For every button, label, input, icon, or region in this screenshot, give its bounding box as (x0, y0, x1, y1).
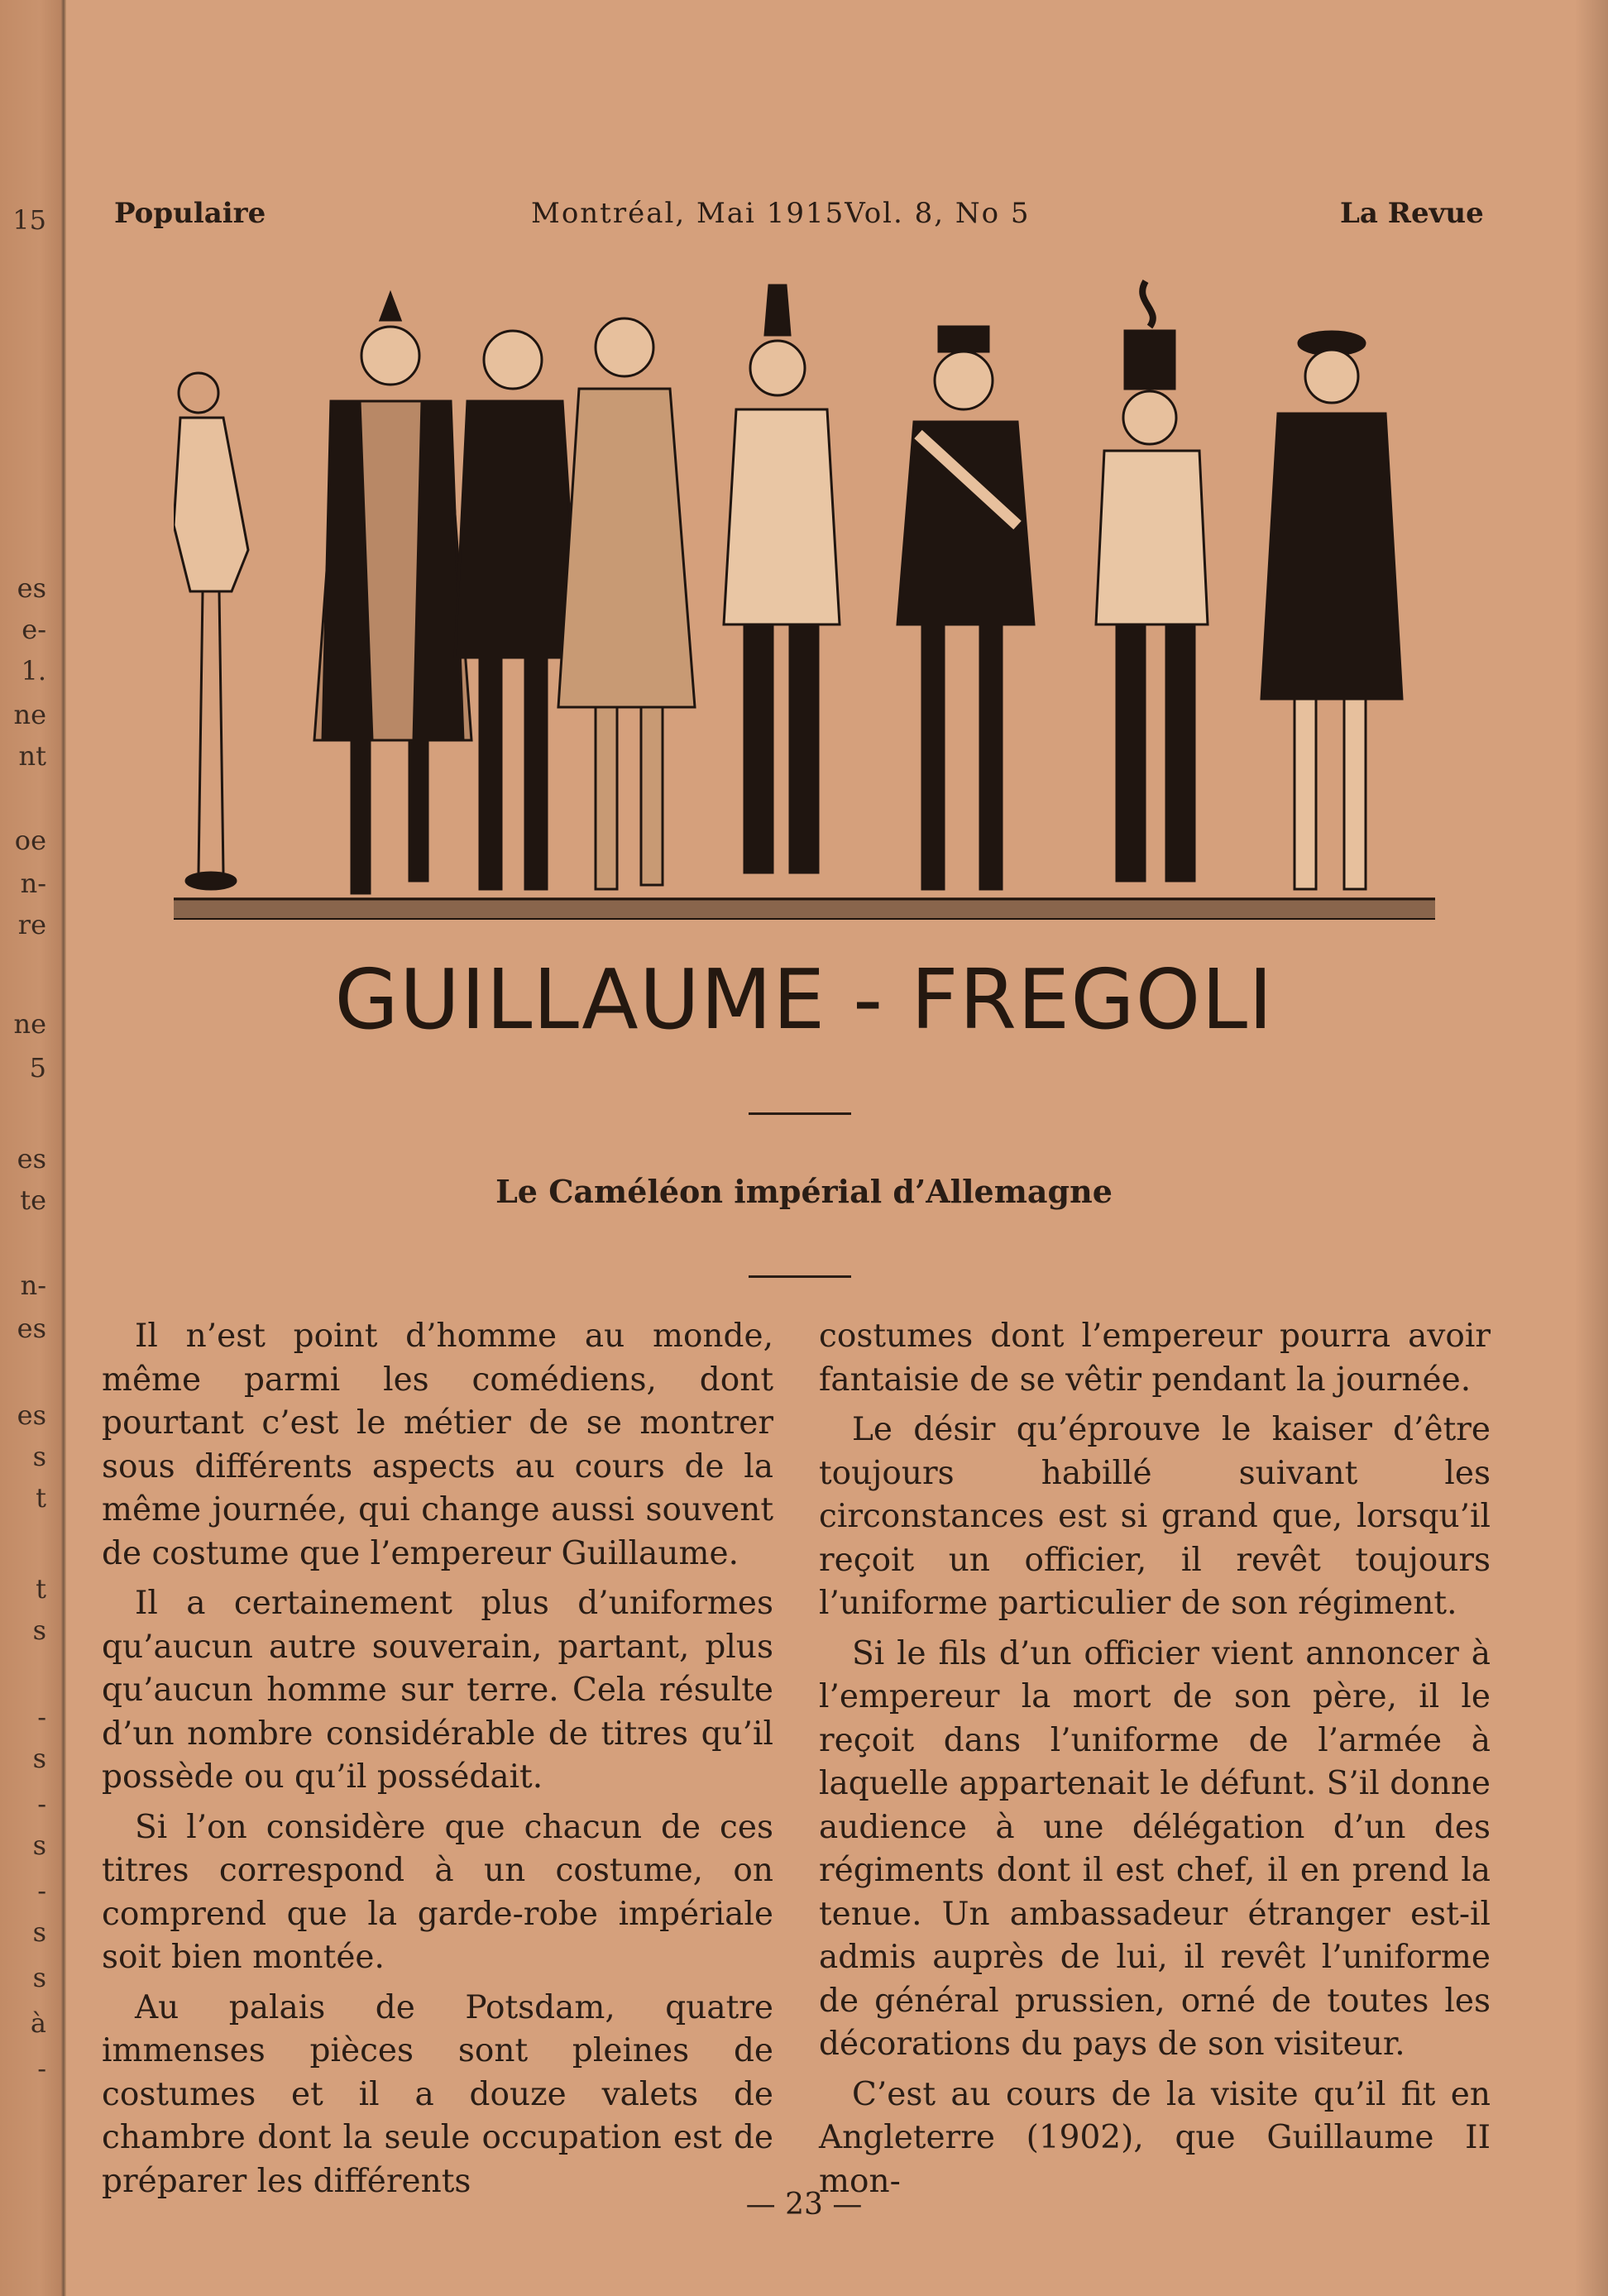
figure-8 (1261, 332, 1402, 889)
gutter-fragment: à (30, 2007, 46, 2039)
figure-7 (1096, 281, 1208, 881)
gutter-fragment: nt (18, 740, 46, 772)
paragraph: Il a certainement plus d’uniformes qu’aucun autre souverain, partant, plus qu’aucun homme sur terre. Cela résulte d’un nombre considérable de titres qu’il possède ou qu’il possédait. (102, 1585, 773, 1796)
paragraph: Au palais de Potsdam, quatre immenses pièces sont pleines de costumes et il a douze valets de chambre dont la seule occupation est de préparer les différents (102, 1988, 773, 2200)
paragraph: Il n’est point d’homme au monde, même parmi les comédiens, dont pourtant c’est le métier de se montrer sous différents aspects au cours de la même journée, qui change aussi souvent de costume que l’empereur Guillaume. (102, 1318, 773, 1572)
subtitle-rule (749, 1275, 851, 1278)
gutter-fragment: s (32, 1962, 46, 1993)
article-title: GUILLAUME - FREGOLI (334, 951, 1274, 1048)
gutter-fragment: - (37, 1875, 46, 1906)
paragraph: Si l’on considère que chacun de ces titres correspond à un costume, on comprend que la garde-robe impériale soit bien montée. (102, 1808, 773, 1976)
figure-4 (558, 318, 695, 889)
previous-page-edge (0, 0, 66, 2296)
gutter-fragment: s (32, 1916, 46, 1948)
header-left: Populaire (114, 197, 266, 230)
figure-6 (897, 327, 1034, 889)
gutter-fragment: es (17, 572, 46, 604)
gutter-fragment: t (36, 1482, 46, 1514)
header-right: La Revue (1340, 197, 1484, 230)
gutter-fragment: 5 (29, 1052, 46, 1083)
title-rule (749, 1112, 851, 1115)
gutter-fragment: ne (13, 699, 46, 730)
gutter-fragment: - (37, 1788, 46, 1820)
gutter-fragment: 1. (21, 655, 46, 686)
figure-2 (314, 294, 471, 893)
gutter-fragment: s (32, 1830, 46, 1861)
gutter-fragment: - (37, 1701, 46, 1733)
gutter-fragment: s (32, 1743, 46, 1774)
gutter-fragment: 15 (12, 204, 46, 236)
paragraph: Le désir qu’éprouve le kaiser d’être toujours habillé suivant les circonstances est si grand que, lorsqu’il reçoit un officier, il revêt toujours l’uniforme particulier de son régiment. (819, 1411, 1491, 1622)
gutter-fragment: re (17, 909, 46, 940)
paragraph: Si le fils d’un officier vient annoncer à l’empereur la mort de son père, il le reçoit dans l’uniforme de l’armée à laquelle appartenait le défunt. S’il donne audience à une délégation d’un des régiments dont il est chef, il en prend la tenue. Un ambassadeur étranger est-il admis auprès de lui, il revêt l’uniforme de général prussien, orné de toutes les décorations du pays de son visiteur. (819, 1634, 1491, 2063)
paragraph: C’est au cours de la visite qu’il fit en Angleterre (1902), que Guillaume II mon- (819, 2075, 1491, 2200)
right-column (819, 1315, 1491, 2210)
gutter-fragment: s (32, 1441, 46, 1472)
gutter-fragment: es (17, 1313, 46, 1344)
figure-5 (724, 285, 840, 873)
gutter-fragment: ne (13, 1008, 46, 1040)
gutter-fragment: t (36, 1573, 46, 1605)
page-edge-shadow (1575, 0, 1608, 2296)
left-column (102, 1315, 773, 2210)
gutter-fragment: oe (14, 825, 46, 856)
gutter-fragment: n- (20, 868, 46, 899)
header-dateline: Montréal, Mai 1915Vol. 8, No 5 (531, 197, 1031, 230)
gutter-fragment: es (17, 1143, 46, 1174)
article-subtitle: Le Caméléon impérial d’Allemagne (495, 1173, 1113, 1210)
gutter-fragment: n- (20, 1270, 46, 1301)
gutter-fragment: es (17, 1399, 46, 1431)
figure-1 (174, 373, 248, 889)
figures-in-uniform-illustration (174, 277, 1435, 930)
paragraph: costumes dont l’empereur pourra avoir fantaisie de se vêtir pendant la journée. (819, 1318, 1491, 1399)
gutter-fragment: e- (22, 614, 46, 645)
figure-3 (455, 331, 579, 889)
gutter-fragment: te (20, 1184, 46, 1216)
gutter-fragment: - (37, 2053, 46, 2084)
page-number: — 23 — (745, 2188, 863, 2222)
gutter-fragment: s (32, 1614, 46, 1646)
